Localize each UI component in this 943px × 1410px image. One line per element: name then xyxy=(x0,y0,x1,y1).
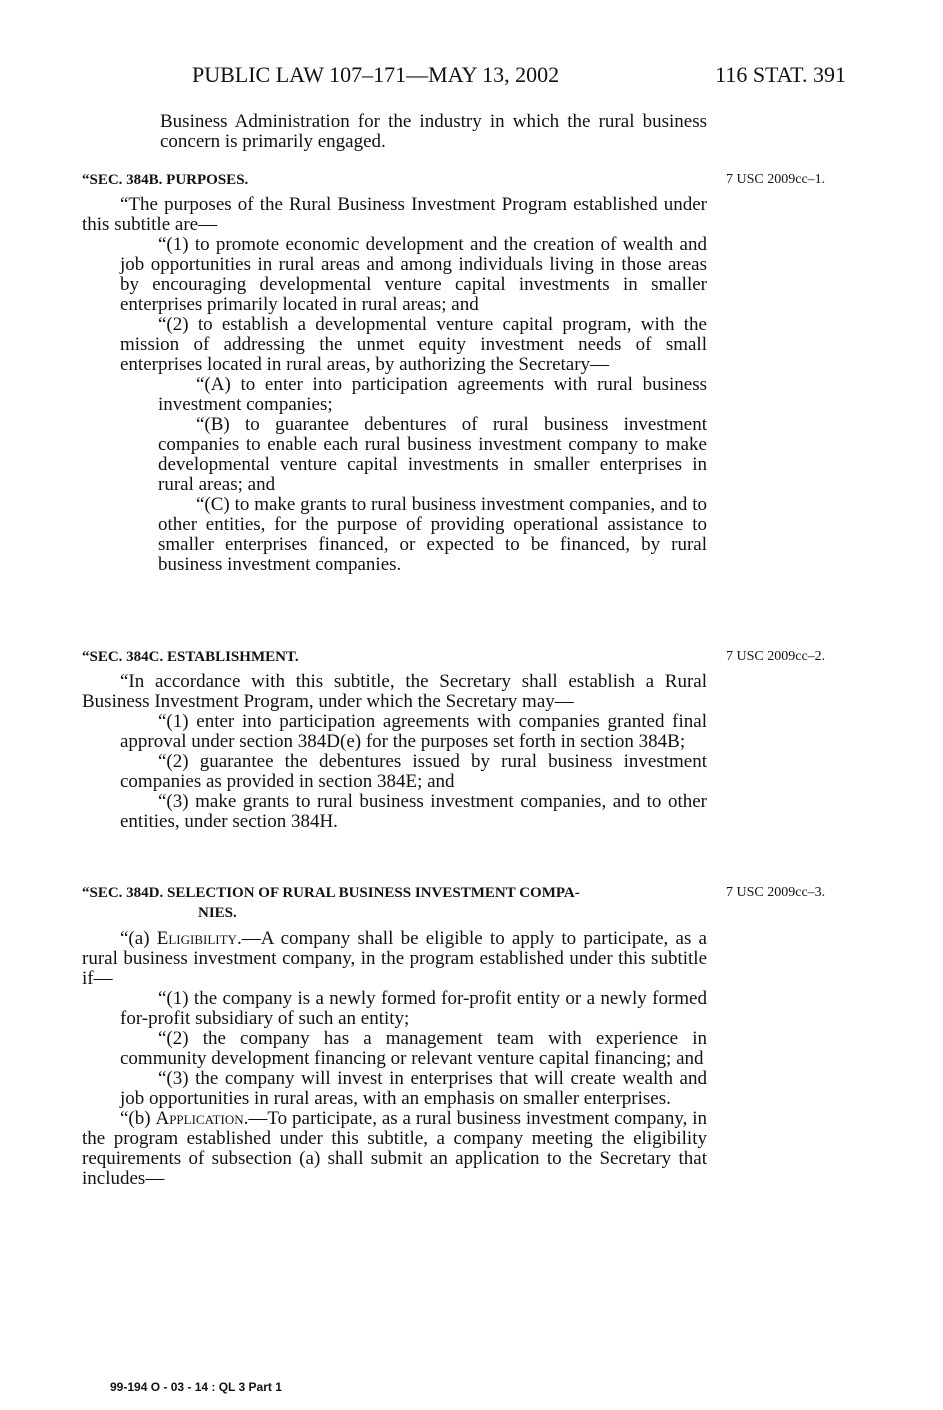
section-384b-intro: “The purposes of the Rural Business Investment Program established under this subtitle are— xyxy=(82,194,707,235)
section-384d-subsection-a xyxy=(82,929,707,989)
section-384c-body xyxy=(82,672,707,832)
running-header-title: PUBLIC LAW 107–171—MAY 13, 2002 xyxy=(192,62,560,87)
section-384d-heading-line-1: “SEC. 384D. SELECTION OF RURAL BUSINESS INVESTMENT COMPA- xyxy=(82,885,580,901)
page-stat-number: 116 STAT. 391 xyxy=(715,62,846,87)
section-384b-subparagraph-c: “(C) to make grants to rural business investment companies, and to other entities, for the purpose of providing operational assistance to smaller enterprises financed, or expected to be financed, by rural business investment companies. xyxy=(158,494,707,575)
section-384c-paragraph-1: “(1) enter into participation agreements with companies granted final approval under section 384D(e) for the purposes set forth in section 384B; xyxy=(120,711,707,752)
section-384d-paragraph-a3: “(3) the company will invest in enterprises that will create wealth and job opportunities in rural areas, with an emphasis on smaller enterprises. xyxy=(120,1068,707,1109)
print-job-footer: 99-194 O - 03 - 14 : QL 3 Part 1 xyxy=(110,1380,282,1394)
carryover-text-block xyxy=(82,112,707,152)
section-384c-heading: “SEC. 384C. ESTABLISHMENT. xyxy=(82,649,299,665)
section-384b-heading: “SEC. 384B. PURPOSES. xyxy=(82,172,249,188)
section-384d-paragraph-a2: “(2) the company has a management team with experience in community development financing or relevant venture capital financing; and xyxy=(120,1028,707,1069)
section-384b-margin-note: 7 USC 2009cc–1. xyxy=(726,172,826,187)
section-384b-subparagraph-a: “(A) to enter into participation agreements with rural business investment companies; xyxy=(158,374,707,415)
section-384b-subparagraph-b: “(B) to guarantee debentures of rural business investment companies to enable each rural business investment company to make developmental venture capital investments in smaller enterprises in rural areas; and xyxy=(158,414,707,495)
subsection-b-text: .—To participate, as a rural business investment company, in the program established under this subtitle, a company meeting the eligibility requirements of subsection (a) shall submit an application to the Secretary that includes— xyxy=(82,1108,707,1189)
subsection-a-text: .—A company shall be eligible to apply to participate, as a rural business investment company, in the program established under this subtitle if— xyxy=(82,928,707,989)
section-384b-paragraph-2: “(2) to establish a developmental venture capital program, with the mission of addressing the unmet equity investment needs of small enterprises located in rural areas, by authorizing the Secretary— xyxy=(120,314,707,375)
section-384c-margin-note: 7 USC 2009cc–2. xyxy=(726,649,826,664)
section-384d-subsection-b xyxy=(82,1109,707,1189)
section-384c-intro: “In accordance with this subtitle, the Secretary shall establish a Rural Business Investment Program, under which the Secretary may— xyxy=(82,671,707,712)
section-384c-paragraph-2: “(2) guarantee the debentures issued by rural business investment companies as provided in section 384E; and xyxy=(120,751,707,792)
subsection-a-caption: Eligibility xyxy=(156,928,237,949)
section-384b-paragraph-1: “(1) to promote economic development and the creation of wealth and job opportunities in rural areas and among individuals living in those areas by encouraging developmental venture capital investments in smaller enterprises primarily located in rural areas; and xyxy=(120,234,707,315)
section-384d-heading-line-2: NIES. xyxy=(198,905,237,921)
subsection-b-number: “(b) xyxy=(120,1108,156,1129)
section-384d-body xyxy=(82,929,707,1189)
section-384d-heading xyxy=(82,883,712,923)
subsection-a-number: “(a) xyxy=(120,928,157,949)
section-384d-margin-note: 7 USC 2009cc–3. xyxy=(726,885,826,900)
section-384d-paragraph-a1: “(1) the company is a newly formed for-profit entity or a newly formed for-profit subsidiary of such an entity; xyxy=(120,988,707,1029)
carryover-paragraph: Business Administration for the industry in which the rural business concern is primarily engaged. xyxy=(160,111,707,152)
section-384c-paragraph-3: “(3) make grants to rural business investment companies, and to other entities, under section 384H. xyxy=(120,791,707,832)
subsection-b-caption: Application xyxy=(155,1108,244,1129)
section-384b-body xyxy=(82,195,707,575)
